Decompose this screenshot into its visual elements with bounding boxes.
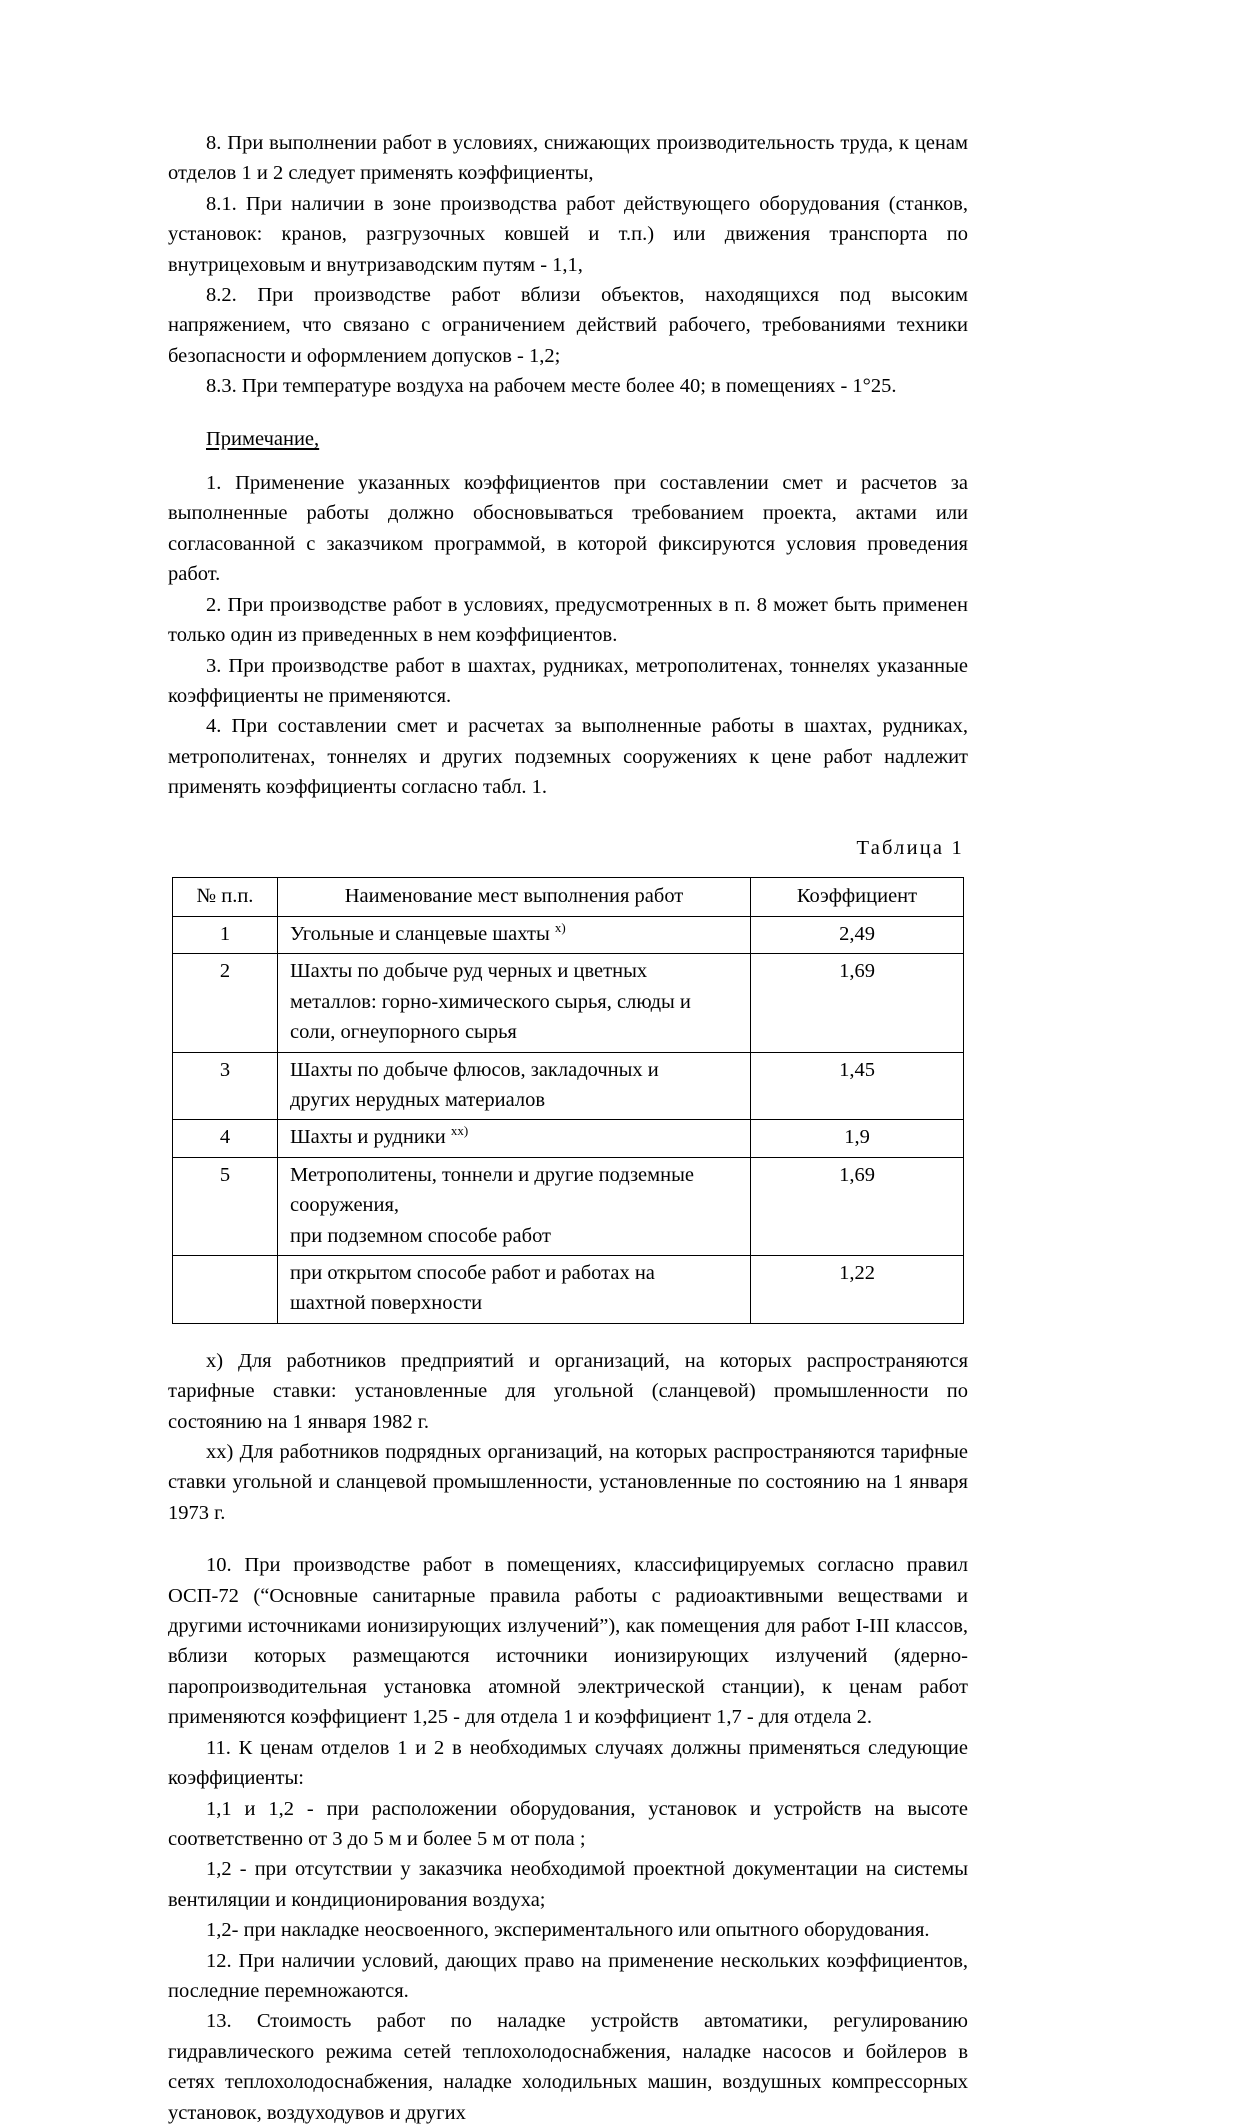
row-name-line: шахтной поверхности (290, 1292, 483, 1315)
paragraph-10: 10. При производстве работ в помещениях, классифицируемых согласно правил ОСП-72 (“Основные санитарные правила работы с радиоактивными веществами и другими источниками ионизирующих излучений”), как помещения для работ I-III классов, вблизи которых размещаются источники ионизирующих излучений (ядерно-паропроизводительная установка атомной электрической станции), к ценам работ применяются коэффициент 1,25 - для отдела 1 и коэффициент 1,7 - для отдела 2. (168, 1554, 968, 1729)
spacer (168, 1324, 968, 1346)
paragraph-11: 11. К ценам отделов 1 и 2 в необходимых случаях должны применяться следующие коэффициенты: (168, 1736, 968, 1790)
row-coefficient: 2,49 (751, 916, 964, 953)
paragraph-11-a: 1,1 и 1,2 - при расположении оборудования, установок и устройств на высоте соответственно от 3 до 5 м и более 5 м от пола ; (168, 1797, 968, 1850)
row-coefficient: 1,9 (751, 1120, 964, 1157)
row-name-line: сооружения, (290, 1194, 400, 1217)
row-name-line: Шахты и рудники (290, 1126, 451, 1149)
paragraph-12: 12. При наличии условий, дающих право на применение нескольких коэффициентов, последние перемножаются. (168, 1949, 968, 2002)
row-name (278, 1120, 751, 1157)
row-name (278, 1157, 751, 1255)
paragraph-8: 8. При выполнении работ в условиях, снижающих производительность труда, к ценам отделов 1 и 2 следует применять коэффициенты, (168, 132, 968, 185)
spacer (168, 402, 968, 424)
row-number (173, 1256, 278, 1324)
row-name-line: Шахты по добыче руд черных и цветных (290, 960, 648, 983)
paragraph-13: 13. Стоимость работ по наладке устройств автоматики, регулированию гидравлического режима сетей теплохолодоснабжения, наладке насосов и бойлеров в сетях теплохолодоснабжения, наладке холодильных машин, воздушных компрессорных установок, воздуходувов и других (168, 2010, 968, 2124)
note-heading (168, 424, 968, 454)
table-row (173, 1256, 964, 1324)
paragraph-8-1: 8.1. При наличии в зоне производства работ действующего оборудования (станков, установок: кранов, разгрузочных ковшей и т.п.) или движения транспорта по внутрицеховым и внутризаводским путям - 1,1, (168, 192, 968, 276)
row-name-line: при подземном способе работ (290, 1224, 552, 1247)
row-name (278, 1256, 751, 1324)
table-body (173, 916, 964, 1323)
row-name-line: металлов: горно-химического сырья, слюды и (290, 990, 691, 1013)
footnote-marker: хх) (450, 1123, 469, 1139)
row-number: 4 (173, 1120, 278, 1157)
table-row (173, 1157, 964, 1255)
row-coefficient: 1,69 (751, 1157, 964, 1255)
table-row (173, 916, 964, 953)
document-body (168, 128, 968, 2128)
note-item-4: 4. При составлении смет и расчетах за выполненные работы в шахтах, рудниках, метрополитенах, тоннелях и других подземных сооружениях к цене работ надлежит применять коэффициенты согласно табл. 1. (168, 715, 968, 799)
note-item-2: 2. При производстве работ в условиях, предусмотренных в п. 8 может быть применен только один из приведенных в нем коэффициентов. (168, 593, 968, 647)
paragraph-11-b: 1,2 - при отсутствии у заказчика необходимой проектной документации на системы вентиляции и кондиционирования воздуха; (168, 1858, 968, 1911)
row-name-line: Угольные и сланцевые шахты (290, 922, 555, 945)
paragraph-11-c: 1,2- при накладке неосвоенного, экспериментального или опытного оборудования. (206, 1919, 930, 1942)
row-name-line: при открытом способе работ и работах на (290, 1262, 655, 1284)
row-name-line: Метрополитены, тоннели и другие подземные (290, 1163, 694, 1186)
footnote-xx: хх) Для работников подрядных организаций, на которых распространяются тарифные ставки угольной и сланцевой промышленности, установленные по состоянию на 1 января 1973 г. (168, 1441, 968, 1524)
row-name-line: других нерудных материалов (290, 1088, 546, 1111)
row-number: 5 (173, 1157, 278, 1255)
row-name (278, 1052, 751, 1120)
note-item-3: 3. При производстве работ в шахтах, рудниках, метрополитенах, тоннелях указанные коэффициенты не применяются. (168, 654, 968, 707)
note-heading-text: Примечание, (206, 427, 320, 450)
row-coefficient: 1,45 (751, 1052, 964, 1120)
spacer (168, 803, 968, 833)
paragraph-8-2: 8.2. При производстве работ вблизи объектов, находящихся под высоким напряжением, что связано с ограничением действий рабочего, требованиями техники безопасности и оформлением допусков - 1,2; (168, 284, 968, 367)
row-number: 3 (173, 1052, 278, 1120)
table-row (173, 954, 964, 1052)
row-number: 1 (173, 916, 278, 953)
table-row (173, 1052, 964, 1120)
row-name (278, 954, 751, 1052)
paragraph-8-3: 8.3. При температуре воздуха на рабочем месте более 40; в помещениях - 1°25. (206, 375, 897, 398)
table-header-number: № п.п. (173, 877, 278, 916)
row-name-line: Шахты по добыче флюсов, закладочных и (290, 1058, 659, 1081)
row-coefficient: 1,22 (751, 1256, 964, 1324)
table-row (173, 1120, 964, 1157)
table-caption: Таблица 1 (856, 836, 964, 859)
row-coefficient: 1,69 (751, 954, 964, 1052)
spacer (168, 863, 968, 877)
footnote-marker: х) (554, 920, 566, 936)
row-name (278, 916, 751, 953)
spacer (168, 454, 968, 468)
row-name-line: соли, огнеупорного сырья (290, 1021, 517, 1044)
row-number: 2 (173, 954, 278, 1052)
spacer (168, 1528, 968, 1550)
footnote-x: х) Для работников предприятий и организаций, на которых распространяются тарифные ставки: установленные для угольной (сланцевой) промышленности по состоянию на 1 января 1982 г. (168, 1349, 968, 1433)
table-header-row (173, 877, 964, 916)
note-item-1: 1. Применение указанных коэффициентов при составлении смет и расчетов за выполненные работы должно обосновываться требованием проекта, актами или согласованной с заказчиком программой, в которой фиксируются условия проведения работ. (168, 472, 968, 586)
coefficients-table (172, 877, 964, 1324)
table-header-coefficient: Коэффициент (751, 877, 964, 916)
table-header-name: Наименование мест выполнения работ (278, 877, 751, 916)
